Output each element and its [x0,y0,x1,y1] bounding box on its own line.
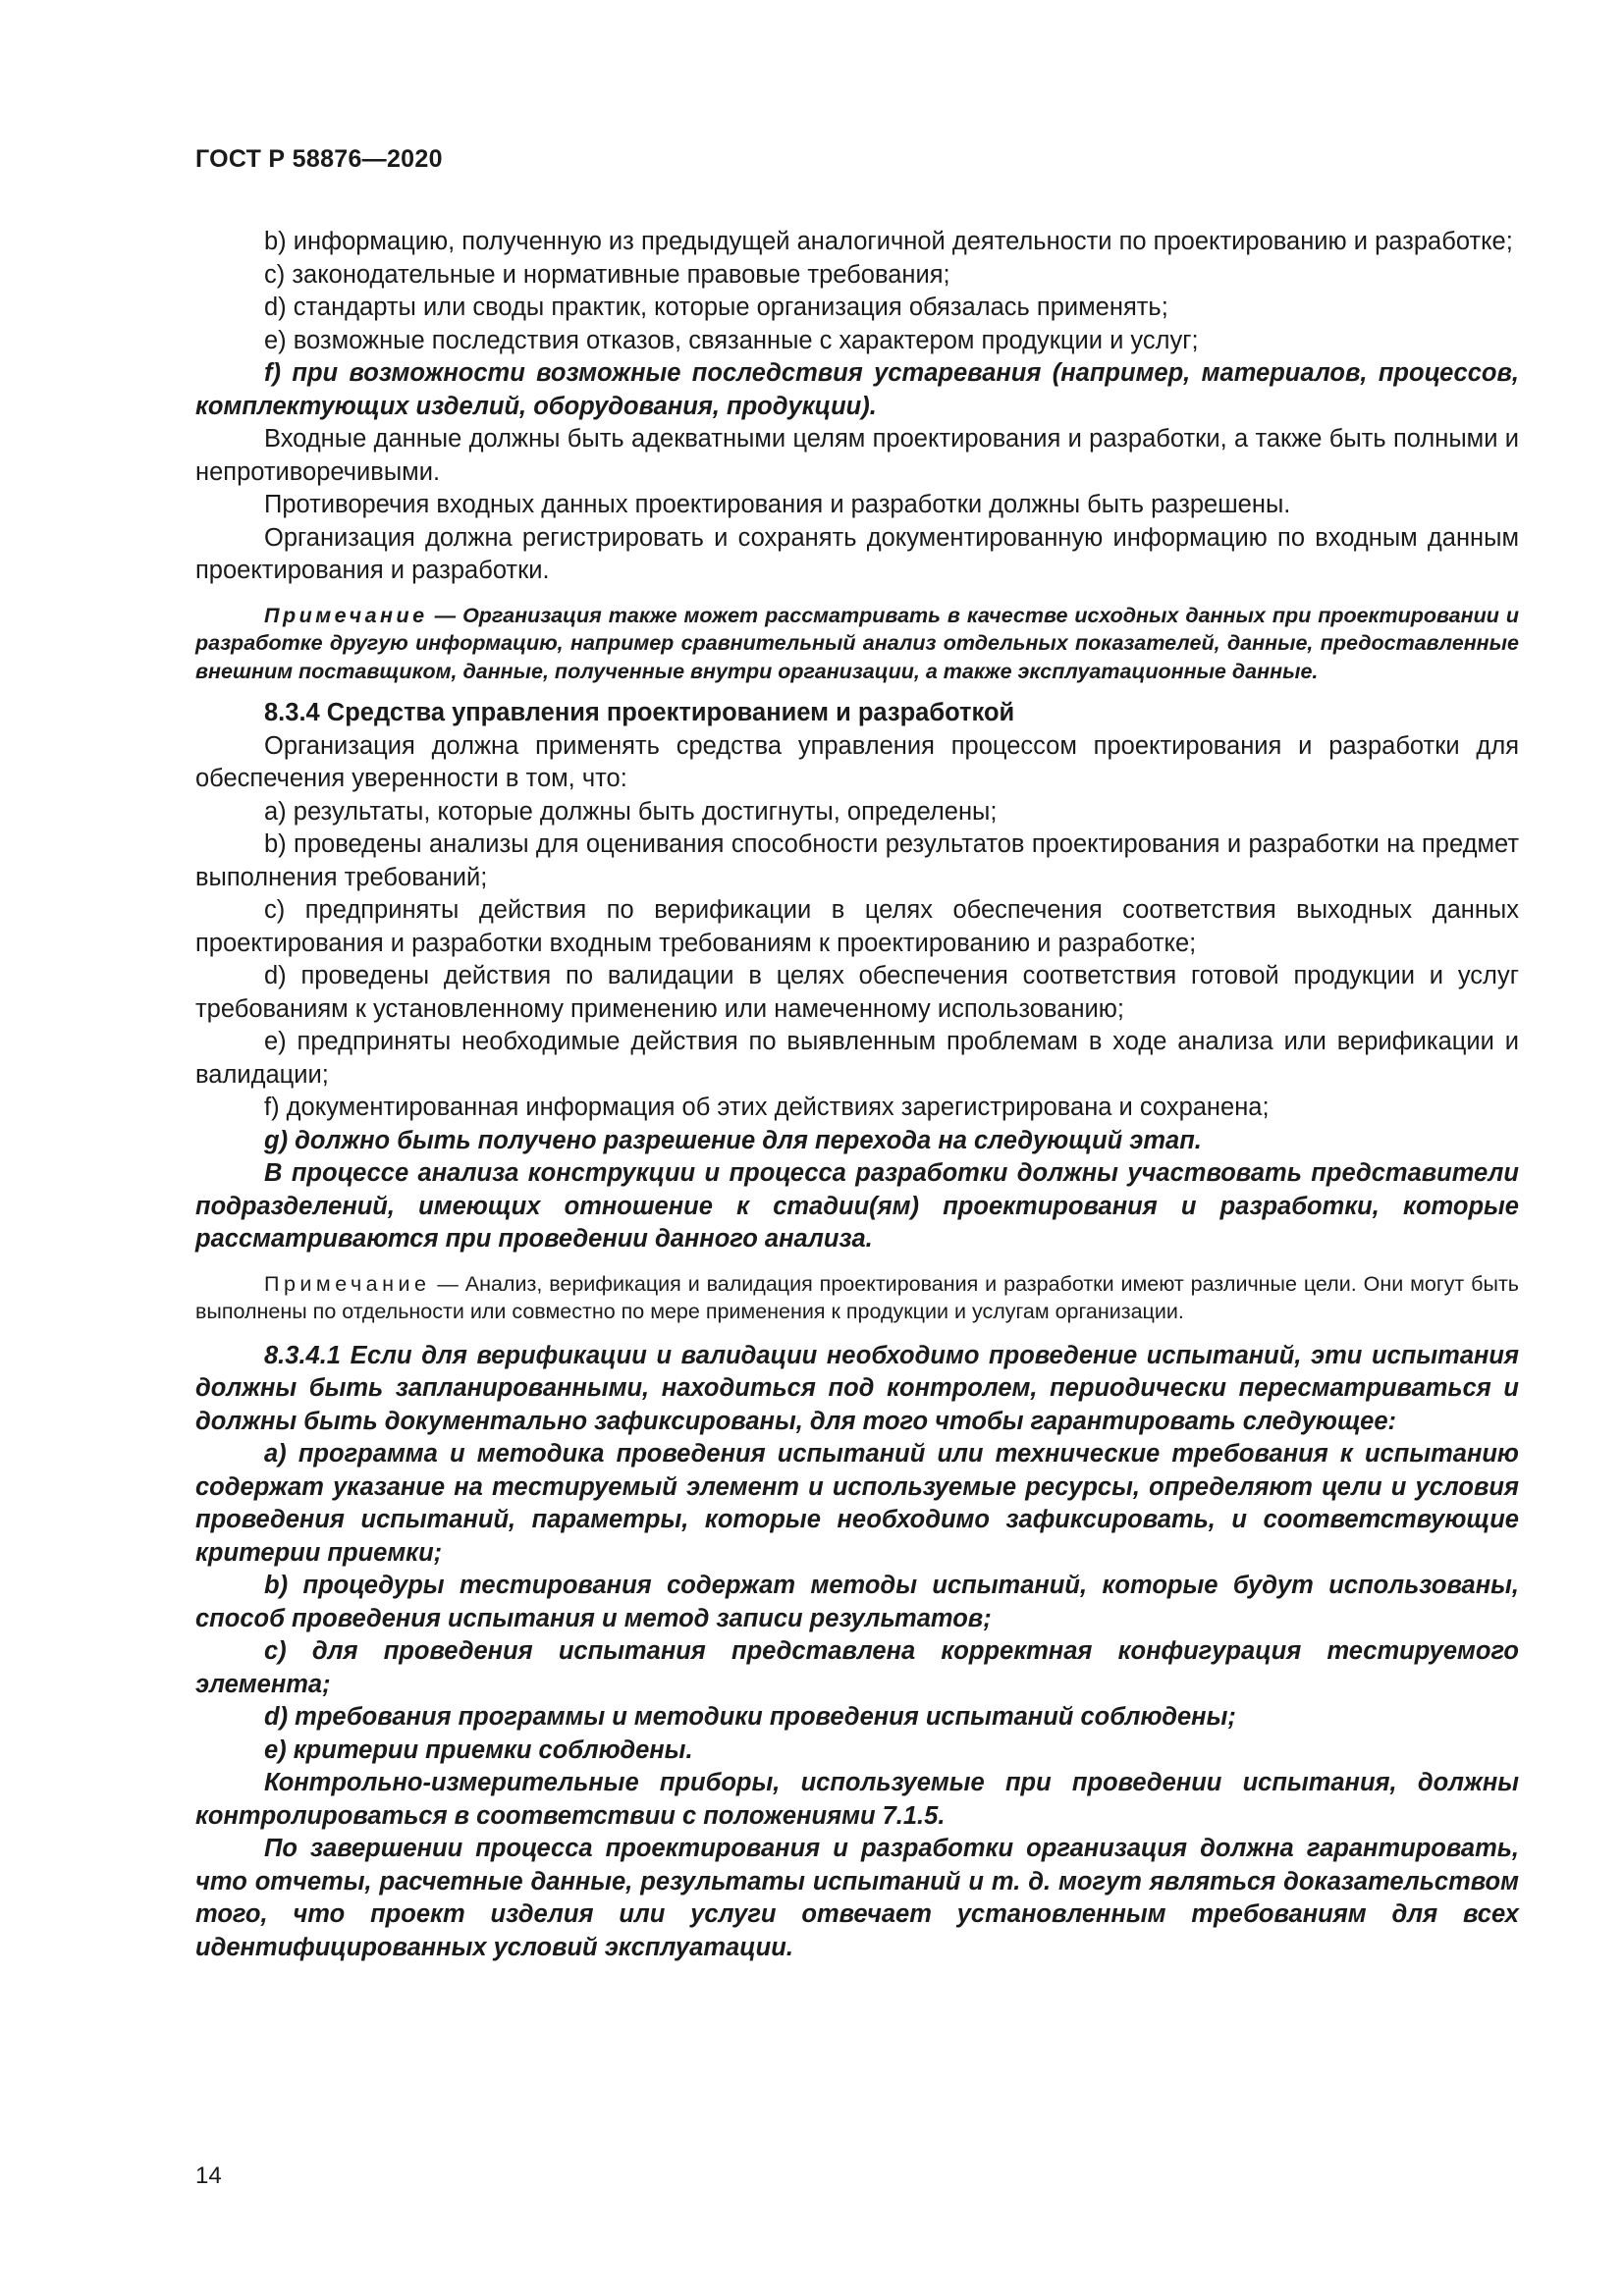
paragraph: Противоречия входных данных проектирования и разработки должны быть разрешены. [264,491,1291,518]
list-item-emphasis: e) критерии приемки соблюдены. [264,1735,693,1764]
section-8-3-4-1: 8.3.4.1 Если для верификации и валидации необходимо проведение испытаний, эти испытания должны быть запланированными, находиться под контролем, периодически пересматриваться и должны быть документально зафиксированы, для того чтобы гарантировать следующее: [195,1341,1519,1435]
note-separator: — [427,603,463,627]
section-heading-8-3-4: 8.3.4 Средства управления проектированием и разработкой [264,699,1015,726]
list-item: c) предприняты действия по верификации в целях обеспечения соответствия выходных данных проектирования и разработки входным требованиям к проектированию и разработке; [195,896,1519,957]
paragraph-emphasis: В процессе анализа конструкции и процесса разработки должны участвовать представители подразделений, имеющих отношение к стадии(ям) проектирования и разработки, которые рассматриваются при проведении данного анализа. [195,1159,1519,1253]
list-item-emphasis: g) должно быть получено разрешение для перехода на следующий этап. [264,1126,1202,1154]
list-item: f) документированная информация об этих действиях зарегистрирована и сохранена; [264,1094,1270,1121]
paragraph: Организация должна применять средства управления процессом проектирования и разработки для обеспечения уверенности в том, что: [195,731,1519,792]
list-item-emphasis: c) для проведения испытания представлена корректная конфигурация тестируемого элемента; [195,1637,1519,1698]
paragraph: d) стандарты или своды практик, которые организация обязалась применять; [264,294,1168,321]
list-item-emphasis: a) программа и методика проведения испытаний или технические требования к испытанию содержат указание на тестируемый элемент и используемые ресурсы, определяют цели и условия проведения испытаний, параметры, которые необходимо зафиксировать, и соответствующие критерии приемки; [195,1440,1519,1567]
paragraph-emphasis: По завершении процесса проектирования и разработки организация должна гарантировать, что отчеты, расчетные данные, результаты испытаний и т. д. могут являться доказательством того, что проект изделия или услуги отвечает установленным требованиям для всех идентифицированных условий эксплуатации. [195,1835,1519,1961]
paragraph: b) информацию, полученную из предыдущей аналогичной деятельности по проектированию и разработке; [264,228,1513,255]
note-text: Организация также может рассматривать в качестве исходных данных при проектировании и разработке другую информацию, например сравнительный анализ отдельных показателей, данные, предоставленные внешним поставщиком, данные, полученные внутри организации, а также эксплуатационные данные. [195,603,1519,683]
note-separator: — [430,1271,465,1296]
paragraph-emphasis: Контрольно-измерительные приборы, используемые при проведении испытания, должны контролироваться в соответствии с положениями 7.1.5. [195,1769,1519,1830]
list-item: e) предприняты необходимые действия по выявленным проблемам в ходе анализа или верификации и валидации; [195,1028,1519,1089]
paragraph: c) законодательные и нормативные правовые требования; [264,260,950,289]
paragraph-emphasis: f) при возможности возможные последствия устаревания (например, материалов, процессов, комплектующих изделий, оборудования, продукции). [195,359,1519,420]
list-item: a) результаты, которые должны быть достигнуты, определены; [264,797,998,826]
list-item: b) проведены анализы для оценивания способности результатов проектирования и разработки на предмет выполнения требований; [195,830,1519,891]
list-item-emphasis: d) требования программы и методики проведения испытаний соблюдены; [264,1703,1236,1731]
note-text: Анализ, верификация и валидация проектирования и разработки имеют различные цели. Они могут быть выполнены по отдельности или совместно по мере применения к продукции и услугам организации. [195,1271,1519,1323]
paragraph: e) возможные последствия отказов, связанные с характером продукции и услуг; [264,326,1199,354]
paragraph: Входные данные должны быть адекватными целям проектирования и разработки, а также быть полными и непротиворечивыми. [195,425,1519,486]
note-label: Примечание [264,603,428,627]
note-1 [195,602,1519,686]
list-item-emphasis: b) процедуры тестирования содержат методы испытаний, которые будут использованы, способ проведения испытания и метод записи результатов; [195,1572,1519,1632]
list-item: d) проведены действия по валидации в целях обеспечения соответствия готовой продукции и услуг требованиям к установленному применению или намеченному использованию; [195,962,1519,1023]
page-number: 14 [195,2163,222,2189]
document-header: ГОСТ Р 58876—2020 [195,145,443,173]
note-2 [195,1270,1519,1326]
document-body [195,226,1519,1964]
paragraph: Организация должна регистрировать и сохранять документированную информацию по входным данным проектирования и разработки. [195,523,1519,584]
note-label: Примечание [264,1271,431,1296]
